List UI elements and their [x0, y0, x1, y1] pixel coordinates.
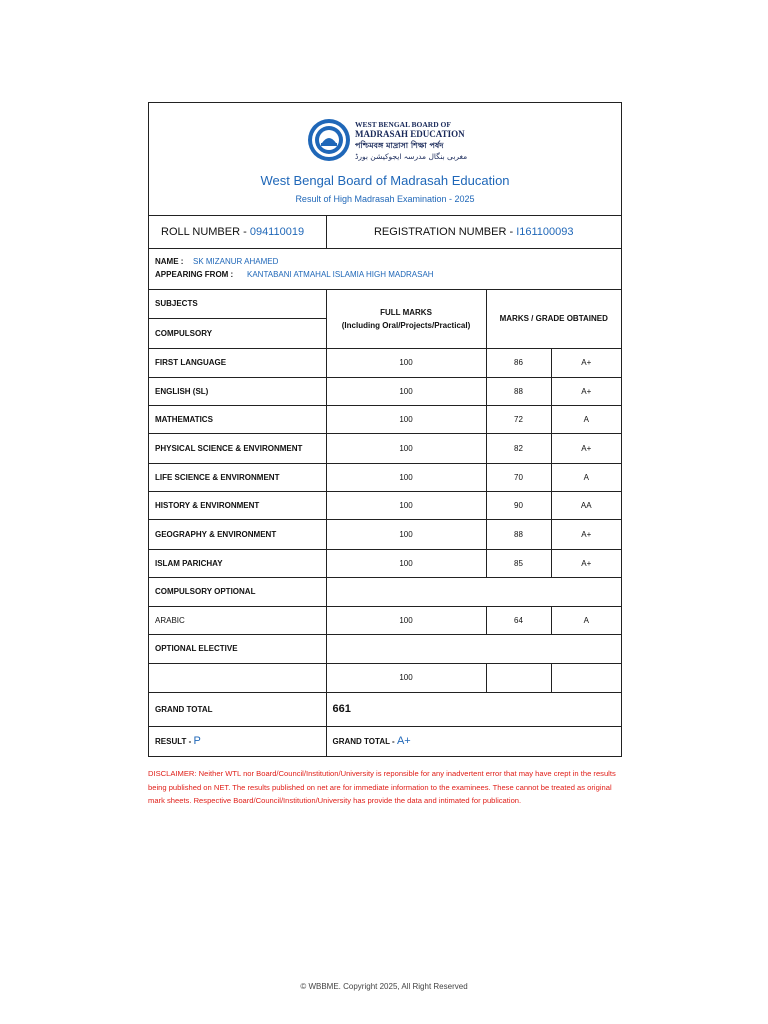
result-value: P: [193, 735, 201, 748]
result-cell: [149, 726, 326, 756]
marks-cell: 82: [486, 433, 551, 463]
subject-cell: GEOGRAPHY & ENVIRONMENT: [149, 519, 326, 549]
table-row: [149, 463, 621, 491]
full-marks-cell: 100: [326, 606, 486, 634]
grade-cell: A+: [551, 519, 621, 549]
marks-table: [149, 290, 621, 756]
empty-cell: [326, 577, 621, 606]
grade-cell: AA: [551, 491, 621, 519]
candidate-info: [149, 248, 621, 290]
candidate-name: SK MIZANUR AHAMED: [193, 257, 279, 266]
marks-cell: 86: [486, 348, 551, 377]
roll-label: ROLL NUMBER -: [161, 226, 250, 238]
marks-cell: [486, 663, 551, 692]
subject-cell: FIRST LANGUAGE: [149, 348, 326, 377]
appearing-from-label: APPEARING FROM :: [155, 270, 234, 279]
marks-cell: 64: [486, 606, 551, 634]
grand-total-label: GRAND TOTAL: [149, 692, 326, 726]
full-marks-cell: 100: [326, 663, 486, 692]
roll-value: 094110019: [249, 226, 305, 238]
subject-cell: PHYSICAL SCIENCE & ENVIRONMENT: [149, 433, 326, 463]
full-marks-cell: 100: [326, 549, 486, 577]
obtained-header: MARKS / GRADE OBTAINED: [486, 290, 621, 348]
table-row: [149, 606, 621, 634]
subject-cell: ARABIC: [149, 606, 326, 634]
registration-label: REGISTRATION NUMBER -: [373, 226, 517, 238]
grade-cell: A+: [551, 377, 621, 405]
grade-cell: A: [551, 463, 621, 491]
grand-total-value: 661: [326, 692, 621, 726]
table-row: [149, 348, 621, 377]
grade-cell: A: [551, 606, 621, 634]
table-row: [149, 405, 621, 433]
full-marks-cell: 100: [326, 491, 486, 519]
marks-cell: 88: [486, 377, 551, 405]
grade-total-label: GRAND TOTAL -: [332, 737, 397, 747]
subjects-header: SUBJECTS: [149, 290, 326, 318]
grade-cell: A: [551, 405, 621, 433]
table-row: [149, 433, 621, 463]
full-marks-subtitle: (Including Oral/Projects/Practical): [341, 320, 471, 330]
optional-elective-header: OPTIONAL ELECTIVE: [149, 634, 326, 663]
marks-cell: 88: [486, 519, 551, 549]
exam-title: Result of High Madrasah Examination - 2025: [295, 194, 475, 204]
full-marks-cell: 100: [326, 433, 486, 463]
table-row: [149, 549, 621, 577]
full-marks-title: FULL MARKS: [380, 307, 432, 317]
registration-number: [326, 216, 621, 248]
subject-cell: LIFE SCIENCE & ENVIRONMENT: [149, 463, 326, 491]
header: [149, 103, 621, 216]
subject-cell: [149, 663, 326, 692]
marks-cell: 90: [486, 491, 551, 519]
roll-number: [149, 216, 326, 248]
full-marks-header: [326, 290, 486, 348]
empty-cell: [326, 634, 621, 663]
table-row: [149, 491, 621, 519]
grade-cell: A+: [551, 549, 621, 577]
subject-cell: ENGLISH (SL): [149, 377, 326, 405]
subject-cell: MATHEMATICS: [149, 405, 326, 433]
result-sheet: [148, 102, 622, 757]
board-logo: [307, 116, 467, 164]
svg-text:WEST BENGAL BOARD OF: WEST BENGAL BOARD OF: [355, 120, 451, 129]
compulsory-optional-header: COMPULSORY OPTIONAL: [149, 577, 326, 606]
marks-cell: 70: [486, 463, 551, 491]
full-marks-cell: 100: [326, 348, 486, 377]
grade-cell: A+: [551, 433, 621, 463]
subject-cell: HISTORY & ENVIRONMENT: [149, 491, 326, 519]
school-name: KANTABANI ATMAHAL ISLAMIA HIGH MADRASAH: [247, 270, 434, 279]
result-label: RESULT -: [155, 737, 194, 747]
full-marks-cell: 100: [326, 377, 486, 405]
marks-cell: 72: [486, 405, 551, 433]
grade-cell: A+: [551, 348, 621, 377]
full-marks-cell: 100: [326, 463, 486, 491]
name-label: NAME :: [155, 257, 184, 266]
grade-cell: [551, 663, 621, 692]
marks-cell: 85: [486, 549, 551, 577]
registration-value: I161100093: [516, 226, 574, 238]
grade-total-value: A+: [396, 735, 411, 748]
table-row: [149, 519, 621, 549]
disclaimer: DISCLAIMER: Neither WTL nor Board/Council/Institution/University is reponsible for any inadvertent error that may have crept in the results being published on NET. The results published on net are for immediate information to the examinees. These cannot be treated as original mark sheets. Respective Board/Council/Institution/University has provide the data and intimated for publication.: [148, 769, 616, 805]
table-row: [149, 663, 621, 692]
full-marks-cell: 100: [326, 405, 486, 433]
svg-text:MADRASAH EDUCATION: MADRASAH EDUCATION: [355, 129, 465, 139]
board-title: West Bengal Board of Madrasah Education: [260, 173, 510, 188]
table-row: [149, 377, 621, 405]
copyright-footer: © WBBME. Copyright 2025, All Right Reserved: [300, 982, 468, 991]
roll-table: [149, 216, 621, 248]
compulsory-header: COMPULSORY: [149, 318, 326, 348]
grade-total-cell: [326, 726, 621, 756]
full-marks-cell: 100: [326, 519, 486, 549]
subject-cell: ISLAM PARICHAY: [149, 549, 326, 577]
svg-text:পশ্চিমবঙ্গ মাদ্রাসা শিক্ষা পর্: পশ্চিমবঙ্গ মাদ্রাসা শিক্ষা পর্ষদ: [355, 141, 444, 150]
svg-text:مغربی بنگال مدرسہ ایجوکیشن بور: مغربی بنگال مدرسہ ایجوکیشن بورڈ: [355, 152, 467, 161]
